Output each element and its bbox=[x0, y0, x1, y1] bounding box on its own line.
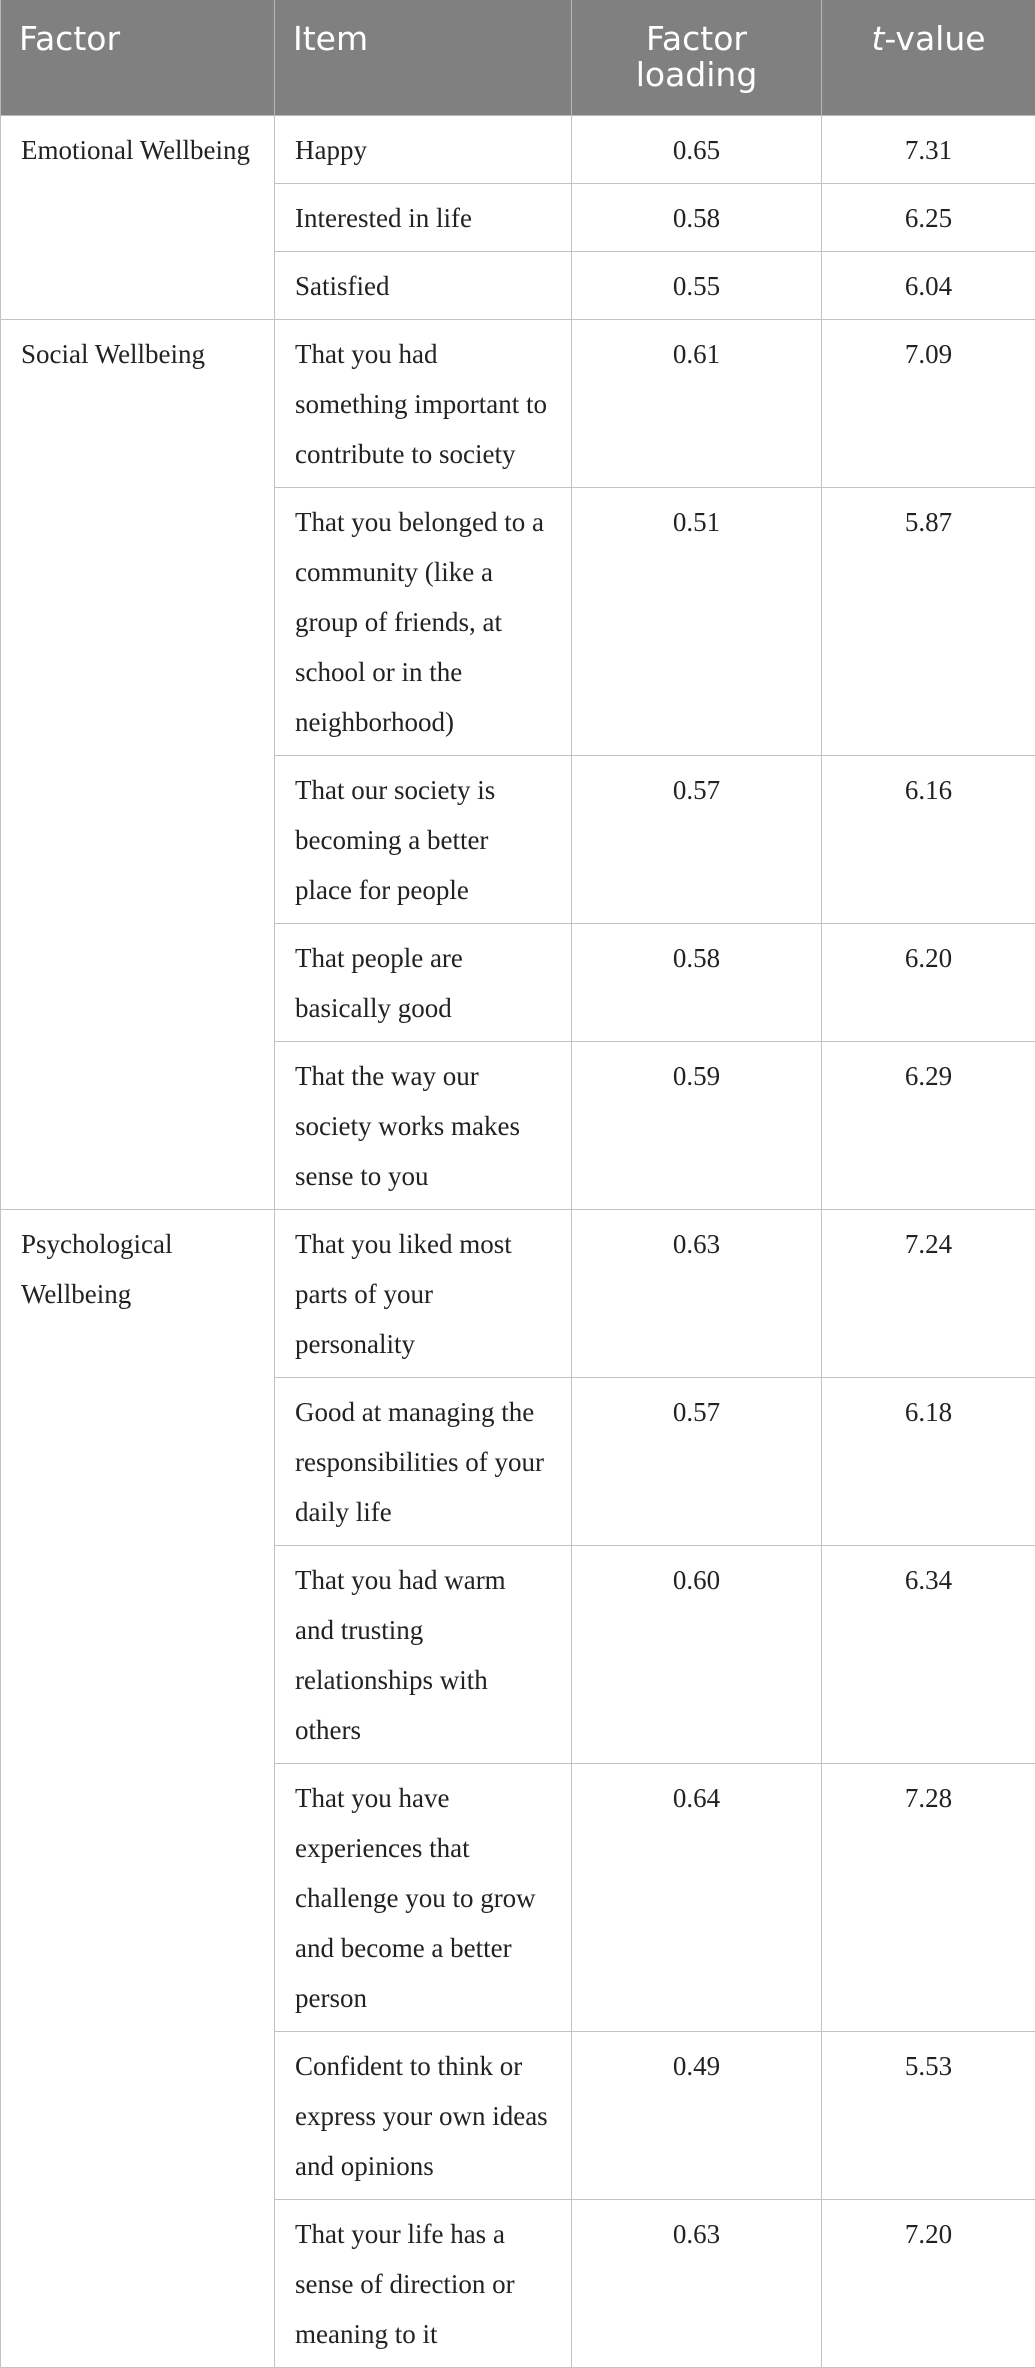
item-cell: Interested in life bbox=[275, 183, 572, 251]
table-row bbox=[1, 1209, 1035, 1377]
t-value-cell: 7.20 bbox=[822, 2199, 1035, 2367]
factor-cell: Emotional Wellbeing bbox=[1, 115, 275, 319]
factor-loading-cell: 0.57 bbox=[572, 755, 822, 923]
table-body bbox=[1, 115, 1035, 2367]
item-cell: That you have experiences that challenge you to grow and become a better person bbox=[275, 1763, 572, 2031]
header-row bbox=[1, 0, 1035, 115]
t-value-cell: 7.31 bbox=[822, 115, 1035, 183]
item-cell: That you liked most parts of your personality bbox=[275, 1209, 572, 1377]
header-t-rest: -value bbox=[884, 19, 985, 58]
t-value-cell: 6.18 bbox=[822, 1377, 1035, 1545]
factor-loading-cell: 0.65 bbox=[572, 115, 822, 183]
item-cell: That you had warm and trusting relationships with others bbox=[275, 1545, 572, 1763]
factor-loading-cell: 0.58 bbox=[572, 183, 822, 251]
factor-loading-cell: 0.58 bbox=[572, 923, 822, 1041]
factor-loading-cell: 0.57 bbox=[572, 1377, 822, 1545]
t-value-cell: 6.16 bbox=[822, 755, 1035, 923]
factor-loading-cell: 0.63 bbox=[572, 1209, 822, 1377]
item-cell: Good at managing the responsibilities of your daily life bbox=[275, 1377, 572, 1545]
item-cell: Happy bbox=[275, 115, 572, 183]
header-t-italic: t bbox=[871, 19, 884, 58]
item-cell: Confident to think or express your own ideas and opinions bbox=[275, 2031, 572, 2199]
t-value-cell: 6.20 bbox=[822, 923, 1035, 1041]
header-factor-loading bbox=[572, 0, 822, 115]
t-value-cell: 6.34 bbox=[822, 1545, 1035, 1763]
item-cell: That our society is becoming a better place for people bbox=[275, 755, 572, 923]
factor-loading-cell: 0.60 bbox=[572, 1545, 822, 1763]
item-cell: That your life has a sense of direction or meaning to it bbox=[275, 2199, 572, 2367]
t-value-cell: 6.04 bbox=[822, 251, 1035, 319]
table-row bbox=[1, 115, 1035, 183]
factor-loading-cell: 0.61 bbox=[572, 319, 822, 487]
t-value-cell: 7.28 bbox=[822, 1763, 1035, 2031]
header-loading-line1: Factor bbox=[646, 19, 747, 58]
factor-cell: Psychological Wellbeing bbox=[1, 1209, 275, 2367]
table-row bbox=[1, 319, 1035, 487]
item-cell: That you belonged to a community (like a group of friends, at school or in the neighborhood) bbox=[275, 487, 572, 755]
item-cell: That you had something important to contribute to society bbox=[275, 319, 572, 487]
factor-loading-cell: 0.63 bbox=[572, 2199, 822, 2367]
factor-loading-cell: 0.49 bbox=[572, 2031, 822, 2199]
factor-loading-cell: 0.55 bbox=[572, 251, 822, 319]
item-cell: That the way our society works makes sense to you bbox=[275, 1041, 572, 1209]
factor-cell: Social Wellbeing bbox=[1, 319, 275, 1209]
t-value-cell: 7.09 bbox=[822, 319, 1035, 487]
t-value-cell: 6.29 bbox=[822, 1041, 1035, 1209]
t-value-cell: 5.87 bbox=[822, 487, 1035, 755]
item-cell: That people are basically good bbox=[275, 923, 572, 1041]
header-loading-line2: loading bbox=[636, 55, 758, 94]
factor-loading-cell: 0.59 bbox=[572, 1041, 822, 1209]
header-factor: Factor bbox=[1, 0, 275, 115]
header-item: Item bbox=[275, 0, 572, 115]
header-t-value bbox=[822, 0, 1035, 115]
item-cell: Satisfied bbox=[275, 251, 572, 319]
t-value-cell: 6.25 bbox=[822, 183, 1035, 251]
factor-loading-cell: 0.64 bbox=[572, 1763, 822, 2031]
table-header bbox=[1, 0, 1035, 115]
t-value-cell: 5.53 bbox=[822, 2031, 1035, 2199]
t-value-cell: 7.24 bbox=[822, 1209, 1035, 1377]
factor-loading-cell: 0.51 bbox=[572, 487, 822, 755]
